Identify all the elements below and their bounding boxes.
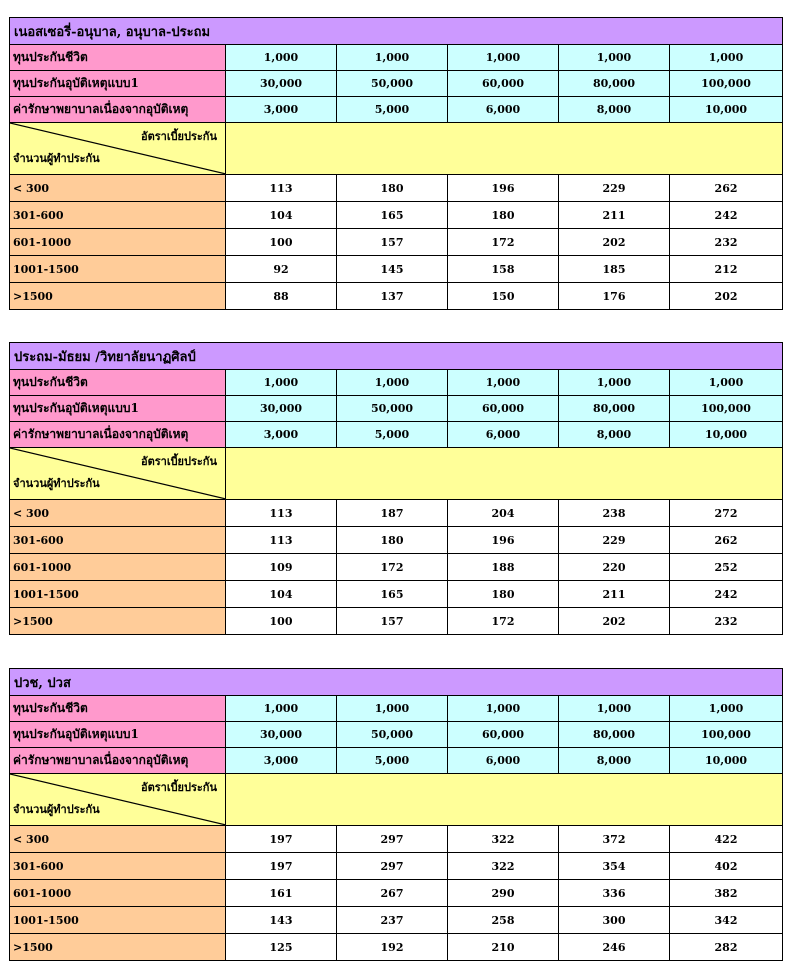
- premium-value: 104: [226, 202, 337, 229]
- coverage-label: ค่ารักษาพยาบาลเนื่องจากอุบัติเหตุ: [10, 422, 226, 448]
- coverage-row: [10, 696, 783, 722]
- coverage-row: [10, 370, 783, 396]
- coverage-value: 10,000: [670, 422, 783, 448]
- diagonal-header-cell: [10, 123, 226, 175]
- coverage-value: 50,000: [337, 71, 448, 97]
- premium-value: 232: [670, 229, 783, 256]
- coverage-label: ทุนประกันชีวิต: [10, 370, 226, 396]
- title-row: [10, 343, 783, 370]
- table-body: [10, 18, 783, 310]
- coverage-value: 50,000: [337, 396, 448, 422]
- insured-group-label: 1001-1500: [10, 256, 226, 283]
- premium-value: 229: [559, 175, 670, 202]
- premium-value: 237: [337, 907, 448, 934]
- insured-group-label: < 300: [10, 175, 226, 202]
- coverage-value: 3,000: [226, 748, 337, 774]
- premium-value: 113: [226, 500, 337, 527]
- premium-value: 204: [448, 500, 559, 527]
- premium-value: 165: [337, 581, 448, 608]
- coverage-row: [10, 748, 783, 774]
- insured-group-label: 1001-1500: [10, 907, 226, 934]
- premium-value: 342: [670, 907, 783, 934]
- premium-value: 267: [337, 880, 448, 907]
- coverage-value: 6,000: [448, 748, 559, 774]
- premium-value: 354: [559, 853, 670, 880]
- premium-value: 145: [337, 256, 448, 283]
- premium-rate-label: อัตราเบี้ยประกัน: [140, 130, 217, 143]
- premium-value: 113: [226, 527, 337, 554]
- premium-value: 202: [559, 608, 670, 635]
- coverage-value: 1,000: [670, 45, 783, 71]
- insured-group-label: 301-600: [10, 527, 226, 554]
- coverage-label: ทุนประกันชีวิต: [10, 45, 226, 71]
- premium-value: 422: [670, 826, 783, 853]
- section-title: ประถม-มัธยม /วิทยาลัยนาฏศิลป์: [10, 343, 783, 370]
- rate-row: [10, 880, 783, 907]
- premium-value: 180: [337, 527, 448, 554]
- premium-value: 297: [337, 826, 448, 853]
- insured-group-label: < 300: [10, 500, 226, 527]
- insured-count-label: จำนวนผู้ทำประกัน: [13, 803, 100, 816]
- coverage-value: 5,000: [337, 97, 448, 123]
- coverage-value: 1,000: [559, 45, 670, 71]
- premium-rate-table: [9, 668, 783, 961]
- premium-value: 161: [226, 880, 337, 907]
- premium-value: 104: [226, 581, 337, 608]
- coverage-value: 5,000: [337, 422, 448, 448]
- premium-value: 196: [448, 175, 559, 202]
- premium-value: 180: [448, 202, 559, 229]
- premium-value: 180: [448, 581, 559, 608]
- header-fill-cell: [226, 774, 783, 826]
- premium-value: 137: [337, 283, 448, 310]
- premium-value: 242: [670, 581, 783, 608]
- premium-value: 109: [226, 554, 337, 581]
- premium-value: 176: [559, 283, 670, 310]
- coverage-row: [10, 45, 783, 71]
- premium-value: 232: [670, 608, 783, 635]
- premium-value: 187: [337, 500, 448, 527]
- coverage-value: 80,000: [559, 71, 670, 97]
- insured-count-label: จำนวนผู้ทำประกัน: [13, 477, 100, 490]
- premium-rate-label: อัตราเบี้ยประกัน: [140, 781, 217, 794]
- coverage-label: ค่ารักษาพยาบาลเนื่องจากอุบัติเหตุ: [10, 97, 226, 123]
- section-block: [9, 17, 782, 310]
- rate-row: [10, 500, 783, 527]
- premium-value: 100: [226, 608, 337, 635]
- premium-value: 272: [670, 500, 783, 527]
- premium-value: 282: [670, 934, 783, 961]
- insured-group-label: 601-1000: [10, 880, 226, 907]
- premium-value: 197: [226, 826, 337, 853]
- premium-value: 113: [226, 175, 337, 202]
- premium-value: 150: [448, 283, 559, 310]
- premium-value: 297: [337, 853, 448, 880]
- rate-row: [10, 527, 783, 554]
- rate-row: [10, 826, 783, 853]
- rate-row: [10, 554, 783, 581]
- coverage-value: 10,000: [670, 97, 783, 123]
- coverage-label: ค่ารักษาพยาบาลเนื่องจากอุบัติเหตุ: [10, 748, 226, 774]
- premium-rate-table: [9, 342, 783, 635]
- premium-value: 157: [337, 608, 448, 635]
- insured-count-label: จำนวนผู้ทำประกัน: [13, 152, 100, 165]
- coverage-row: [10, 422, 783, 448]
- coverage-row: [10, 97, 783, 123]
- premium-value: 202: [559, 229, 670, 256]
- rate-row: [10, 608, 783, 635]
- coverage-value: 8,000: [559, 422, 670, 448]
- premium-value: 322: [448, 853, 559, 880]
- section-title: เนอสเซอรี่-อนุบาล, อนุบาล-ประถม: [10, 18, 783, 45]
- insured-group-label: 301-600: [10, 853, 226, 880]
- coverage-value: 60,000: [448, 71, 559, 97]
- coverage-value: 1,000: [337, 696, 448, 722]
- coverage-value: 3,000: [226, 422, 337, 448]
- coverage-value: 1,000: [226, 370, 337, 396]
- premium-value: 212: [670, 256, 783, 283]
- premium-value: 197: [226, 853, 337, 880]
- premium-value: 220: [559, 554, 670, 581]
- diagonal-header-row: [10, 448, 783, 500]
- premium-value: 88: [226, 283, 337, 310]
- insured-group-label: 601-1000: [10, 554, 226, 581]
- rate-row: [10, 581, 783, 608]
- insured-group-label: < 300: [10, 826, 226, 853]
- coverage-value: 60,000: [448, 722, 559, 748]
- rate-row: [10, 256, 783, 283]
- coverage-value: 80,000: [559, 722, 670, 748]
- premium-value: 157: [337, 229, 448, 256]
- diagonal-header-row: [10, 123, 783, 175]
- title-row: [10, 669, 783, 696]
- premium-value: 252: [670, 554, 783, 581]
- coverage-value: 1,000: [448, 45, 559, 71]
- premium-value: 242: [670, 202, 783, 229]
- coverage-value: 60,000: [448, 396, 559, 422]
- premium-value: 188: [448, 554, 559, 581]
- header-fill-cell: [226, 123, 783, 175]
- coverage-value: 1,000: [226, 696, 337, 722]
- premium-value: 202: [670, 283, 783, 310]
- premium-value: 382: [670, 880, 783, 907]
- coverage-value: 6,000: [448, 97, 559, 123]
- coverage-row: [10, 722, 783, 748]
- premium-value: 262: [670, 175, 783, 202]
- coverage-value: 8,000: [559, 97, 670, 123]
- coverage-value: 1,000: [448, 696, 559, 722]
- premium-value: 402: [670, 853, 783, 880]
- premium-value: 100: [226, 229, 337, 256]
- premium-rate-table: [9, 17, 783, 310]
- premium-value: 196: [448, 527, 559, 554]
- coverage-label: ทุนประกันอุบัติเหตุแบบ1: [10, 71, 226, 97]
- coverage-value: 5,000: [337, 748, 448, 774]
- table-body: [10, 669, 783, 961]
- coverage-value: 1,000: [337, 45, 448, 71]
- premium-value: 165: [337, 202, 448, 229]
- rate-row: [10, 283, 783, 310]
- premium-value: 143: [226, 907, 337, 934]
- premium-value: 172: [337, 554, 448, 581]
- coverage-value: 10,000: [670, 748, 783, 774]
- insured-group-label: >1500: [10, 608, 226, 635]
- coverage-value: 1,000: [559, 370, 670, 396]
- premium-value: 92: [226, 256, 337, 283]
- premium-value: 210: [448, 934, 559, 961]
- coverage-value: 100,000: [670, 396, 783, 422]
- section-block: [9, 668, 782, 961]
- coverage-value: 8,000: [559, 748, 670, 774]
- coverage-value: 30,000: [226, 71, 337, 97]
- header-fill-cell: [226, 448, 783, 500]
- premium-value: 246: [559, 934, 670, 961]
- coverage-value: 1,000: [670, 696, 783, 722]
- coverage-value: 30,000: [226, 396, 337, 422]
- rate-row: [10, 907, 783, 934]
- premium-rate-label: อัตราเบี้ยประกัน: [140, 455, 217, 468]
- premium-value: 258: [448, 907, 559, 934]
- premium-value: 180: [337, 175, 448, 202]
- coverage-value: 1,000: [337, 370, 448, 396]
- insured-group-label: 601-1000: [10, 229, 226, 256]
- coverage-value: 80,000: [559, 396, 670, 422]
- premium-value: 262: [670, 527, 783, 554]
- coverage-label: ทุนประกันชีวิต: [10, 696, 226, 722]
- premium-value: 172: [448, 608, 559, 635]
- coverage-value: 100,000: [670, 71, 783, 97]
- coverage-value: 50,000: [337, 722, 448, 748]
- rate-row: [10, 202, 783, 229]
- coverage-label: ทุนประกันอุบัติเหตุแบบ1: [10, 722, 226, 748]
- premium-value: 172: [448, 229, 559, 256]
- coverage-row: [10, 396, 783, 422]
- insured-group-label: 1001-1500: [10, 581, 226, 608]
- table-body: [10, 343, 783, 635]
- premium-value: 336: [559, 880, 670, 907]
- rate-row: [10, 853, 783, 880]
- diagonal-header-row: [10, 774, 783, 826]
- coverage-value: 3,000: [226, 97, 337, 123]
- premium-value: 290: [448, 880, 559, 907]
- coverage-label: ทุนประกันอุบัติเหตุแบบ1: [10, 396, 226, 422]
- rate-row: [10, 934, 783, 961]
- insured-group-label: >1500: [10, 934, 226, 961]
- premium-value: 192: [337, 934, 448, 961]
- premium-value: 158: [448, 256, 559, 283]
- premium-value: 125: [226, 934, 337, 961]
- premium-value: 322: [448, 826, 559, 853]
- section-title: ปวช, ปวส: [10, 669, 783, 696]
- insured-group-label: 301-600: [10, 202, 226, 229]
- diagonal-header-cell: [10, 774, 226, 826]
- coverage-value: 100,000: [670, 722, 783, 748]
- premium-value: 229: [559, 527, 670, 554]
- coverage-value: 1,000: [559, 696, 670, 722]
- premium-value: 211: [559, 202, 670, 229]
- coverage-value: 30,000: [226, 722, 337, 748]
- section-block: [9, 342, 782, 635]
- premium-value: 300: [559, 907, 670, 934]
- rate-row: [10, 229, 783, 256]
- premium-value: 185: [559, 256, 670, 283]
- rate-row: [10, 175, 783, 202]
- coverage-value: 6,000: [448, 422, 559, 448]
- title-row: [10, 18, 783, 45]
- coverage-value: 1,000: [670, 370, 783, 396]
- coverage-value: 1,000: [448, 370, 559, 396]
- premium-value: 211: [559, 581, 670, 608]
- premium-value: 372: [559, 826, 670, 853]
- coverage-value: 1,000: [226, 45, 337, 71]
- premium-value: 238: [559, 500, 670, 527]
- insured-group-label: >1500: [10, 283, 226, 310]
- coverage-row: [10, 71, 783, 97]
- diagonal-header-cell: [10, 448, 226, 500]
